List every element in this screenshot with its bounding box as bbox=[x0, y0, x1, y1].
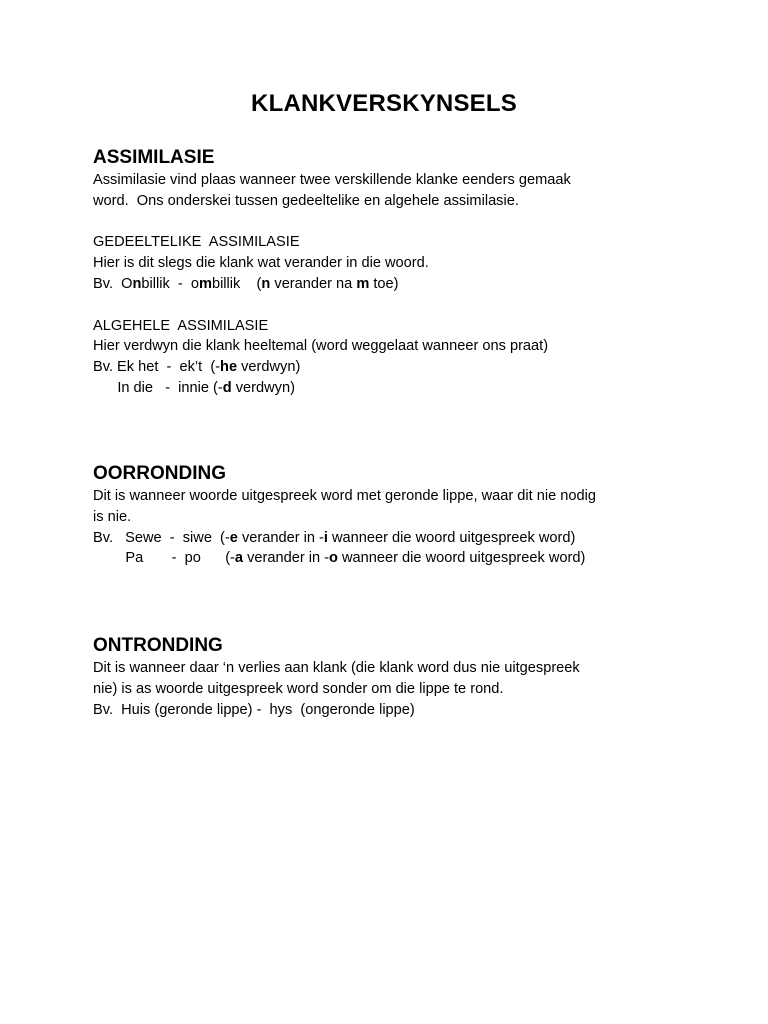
oorronding-example-1 bbox=[93, 528, 693, 549]
example-bold: n bbox=[132, 275, 142, 292]
example-text: verander in - bbox=[237, 529, 324, 546]
example-bold: i bbox=[323, 529, 328, 546]
example-text: verander na bbox=[270, 275, 357, 292]
example-bold: n bbox=[261, 275, 271, 292]
page-title: KLANKVERSKYNSELS bbox=[251, 90, 517, 117]
assimilasie-intro-line-2: word. Ons onderskei tussen gedeeltelike en algehele assimilasie. bbox=[93, 192, 519, 209]
example-text: verdwyn) bbox=[231, 379, 295, 396]
example-text: wanneer die woord uitgespreek word) bbox=[337, 550, 586, 567]
gedeeltelike-example bbox=[93, 274, 693, 295]
ontronding-description-line-1: Dit is wanneer daar ‘n verlies aan klank (die klank word dus nie uitgespreek bbox=[93, 660, 580, 676]
subheading-algehele: ALGEHELE ASSIMILASIE bbox=[93, 317, 269, 334]
heading-assimilasie: ASSIMILASIE bbox=[93, 147, 215, 168]
heading-ontronding: ONTRONDING bbox=[93, 635, 223, 656]
ontronding-description-line-2: nie) is as woorde uitgespreek word sonder om die lippe te rond. bbox=[93, 680, 504, 697]
gedeeltelike-description: Hier is dit slegs die klank wat verander in die woord. bbox=[93, 255, 429, 272]
example-text: verander in - bbox=[243, 550, 330, 567]
assimilasie-intro-line-1: Assimilasie vind plaas wanneer twee verskillende klanke eenders gemaak bbox=[93, 172, 571, 188]
example-bold: m bbox=[356, 275, 370, 292]
example-bold: m bbox=[198, 275, 212, 292]
example-text: billik ( bbox=[211, 275, 262, 292]
example-text: verdwyn) bbox=[237, 359, 301, 376]
subheading-gedeeltelike: GEDEELTELIKE ASSIMILASIE bbox=[93, 234, 300, 251]
example-text: Bv. Ek het - ek’t (- bbox=[93, 359, 221, 376]
algehele-description: Hier verdwyn die klank heeltemal (word weggelaat wanneer ons praat) bbox=[93, 338, 549, 355]
oorronding-description-line-1: Dit is wanneer woorde uitgespreek word met geronde lippe, waar dit nie nodig bbox=[93, 488, 596, 504]
ontronding-example: Bv. Huis (geronde lippe) - hys (ongeronde lippe) bbox=[93, 701, 415, 718]
example-text: toe) bbox=[369, 275, 399, 292]
algehele-example-2 bbox=[93, 378, 693, 399]
example-text: wanneer die woord uitgespreek word) bbox=[327, 529, 576, 546]
example-bold: a bbox=[234, 550, 244, 567]
example-text: Pa - po (- bbox=[93, 550, 235, 567]
example-bold: he bbox=[220, 359, 238, 376]
spacer bbox=[93, 295, 693, 316]
example-bold: d bbox=[222, 379, 232, 396]
heading-oorronding: OORRONDING bbox=[93, 463, 226, 484]
section-oorronding bbox=[93, 462, 693, 569]
example-text: Bv. Sewe - siwe (- bbox=[93, 529, 230, 546]
section-assimilasie bbox=[93, 146, 693, 399]
oorronding-example-2 bbox=[93, 548, 693, 569]
spacer bbox=[93, 212, 693, 233]
example-bold: o bbox=[329, 550, 338, 567]
example-text: In die - innie (- bbox=[93, 379, 223, 396]
algehele-example-1 bbox=[93, 357, 693, 378]
oorronding-description-line-2: is nie. bbox=[93, 508, 132, 525]
section-ontronding bbox=[93, 634, 693, 720]
example-text: billik - o bbox=[141, 275, 199, 292]
example-text: Bv. O bbox=[93, 275, 133, 292]
example-bold: e bbox=[229, 529, 238, 546]
